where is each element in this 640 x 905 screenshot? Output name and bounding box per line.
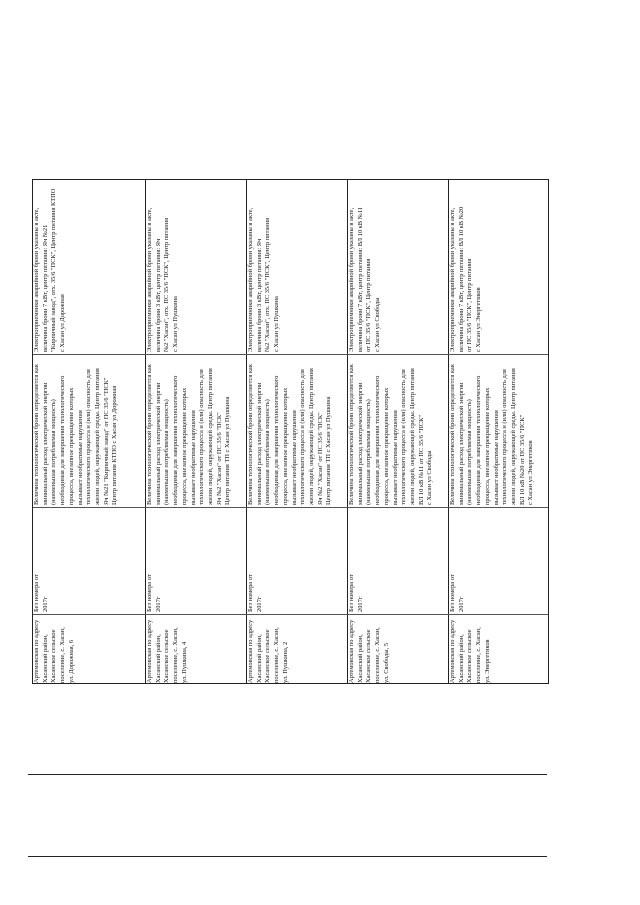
rotated-table <box>32 179 549 684</box>
bottom-rule <box>28 856 547 857</box>
top-rule <box>28 774 547 775</box>
number-text: Без номера от 2017г <box>348 574 364 612</box>
location-text: Артемовская по адресу Хасанский район, Хасанское сельское поселение, с. Хасан, ул. Пушкина, 4 <box>146 619 188 683</box>
table-row <box>146 180 246 685</box>
emergency-text: Электроприемники аварийной брони указаны в акте, величина брони 3 кВт, центр питания: Яч №2 "Хасан", отх. ПС 35/6 "ПСК", Центр питания с Хасан ул Пушкина <box>247 207 281 352</box>
location-cell <box>348 614 448 685</box>
number-cell <box>449 507 549 614</box>
table-row <box>348 180 448 685</box>
location-text: Артемовская по адресу Хасанский район, Хасанское сельское поселение, с. Хасан, ул. Энергетиков <box>449 619 491 683</box>
emergency-cell <box>247 180 347 354</box>
number-cell <box>247 507 347 614</box>
number-cell <box>348 507 448 614</box>
emergency-text: Электроприемники аварийной брони указаны в акте, величина брони 7 кВт, центр питания: ВЛ 10 кВ №11 от ПС 35/6 "ПСК", Центр питания с Хасан ул Свободы <box>348 207 382 352</box>
number-text: Без номера от 2017г <box>33 574 49 612</box>
location-cell <box>33 614 145 685</box>
description-cell <box>348 354 448 507</box>
emergency-text: Электроприемники аварийной брони указаны в акте, величина брони 3 кВт, центр питания: Яч №2 "Хасан", отх. ПС 35/6 "ПСК", Центр питания с Хасан ул Пушкина <box>146 207 180 352</box>
description-cell <box>146 354 246 507</box>
table-row <box>449 180 549 685</box>
emergency-cell <box>348 180 448 354</box>
number-cell <box>33 507 145 614</box>
description-cell <box>449 354 549 507</box>
emergency-cell <box>146 180 246 354</box>
location-text: Артемовская по адресу Хасанский район, Хасанское сельское поселение, с. Хасан, ул. Свободы, 5 <box>348 619 390 683</box>
emergency-text: Электроприемники аварийной брони указаны в акте, величина брони 7 кВт, центр питания: Яч №21 "Кирпичный завод", отх. 35/6 "ПСК", Центр питания КТПО с Хасан ул Дорожная <box>33 188 67 352</box>
number-text: Без номера от 2017г <box>146 574 162 612</box>
emergency-cell <box>449 180 549 354</box>
number-text: Без номера от 2017г <box>449 574 465 612</box>
location-cell <box>146 614 246 685</box>
location-text: Артемовская по адресу Хасанский район, Хасанское сельское поселение, с. Хасан, ул. Пушкина, 2 <box>247 619 289 683</box>
description-text: Величина технологической брони определяется как минимальный расход электрической энергии (наименьшая потребляемая мощность) необходимая для завершения технологического процесса, внезапное прекращение которых вызывает необратимые нарушения технологического процесса и (или) опасность для жизни людей, окружающей среды. Центр питания Яч №2 "Хасан" от ПС 35/6 "ПСК" Центр питания ТП с Хасан ул Пушкина <box>247 364 333 505</box>
description-cell <box>247 354 347 507</box>
description-text: Величина технологической брони определяется как минимальный расход электрической энергии (наименьшая потребляемая мощность) необходимая для завершения технологического процесса, внезапное прекращение которых вызывает необратимые нарушения технологического процесса и (или) опасность для жизни людей, окружающей среды. Центр питания ВЛ 10 кВ №20 от ПС 35/6 "ПСК" с Хасан ул Энергетиков <box>449 364 535 505</box>
description-cell <box>33 354 145 507</box>
location-cell <box>449 614 549 685</box>
emergency-text: Электроприемники аварийной брони указаны в акте, величина брони 7 кВт, центр питания: ВЛ 10 кВ №20 от ПС 35/6 "ПСК", Центр питания с Хасан ул Энергетиков <box>449 206 483 352</box>
description-text: Величина технологической брони определяется как минимальный расход электрической энергии (наименьшая потребляемая мощность) необходимая для завершения технологического процесса, внезапное прекращение которых вызывает необратимые нарушения технологического процесса и (или) опасность для жизни людей, окружающей среды. Центр питания ВЛ 10 кВ №11 от ПС 35/6 "ПСК" с Хасан ул Свободы <box>348 364 434 505</box>
location-text: Артемовская по адресу Хасанский район, Хасанское сельское поселение, с. Хасан, ул. Дорожная, 6 <box>33 619 75 683</box>
location-cell <box>247 614 347 685</box>
table-row <box>33 180 145 685</box>
emergency-cell <box>33 180 145 354</box>
description-text: Величина технологической брони определяется как минимальный расход электрической энергии (наименьшая потребляемая мощность) необходимая для завершения технологического процесса, внезапное прекращение которых вызывает необратимые нарушения технологического процесса и (или) опасность для жизни людей, окружающей среды. Центр питания Яч №2 "Хасан" от ПС 35/6 "ПСК" Центр питания ТП с Хасан ул Пушкина <box>146 364 232 505</box>
table-row <box>247 180 347 685</box>
number-cell <box>146 507 246 614</box>
number-text: Без номера от 2017г <box>247 574 263 612</box>
description-text: Величина технологической брони определяется как минимальный расход электрической энергии (наименьшая потребляемая мощность) необходимая для завершения технологического процесса, внезапное прекращение которых вызывает необратимые нарушения технологического процесса и (или) опасность для жизни людей, окружающей среды. Центр питания Яч №21 "Кирпичный завод" от ПС 35/6 "ПСК" Центр питания КТПО с Хасан ул Дорожная <box>33 364 119 505</box>
